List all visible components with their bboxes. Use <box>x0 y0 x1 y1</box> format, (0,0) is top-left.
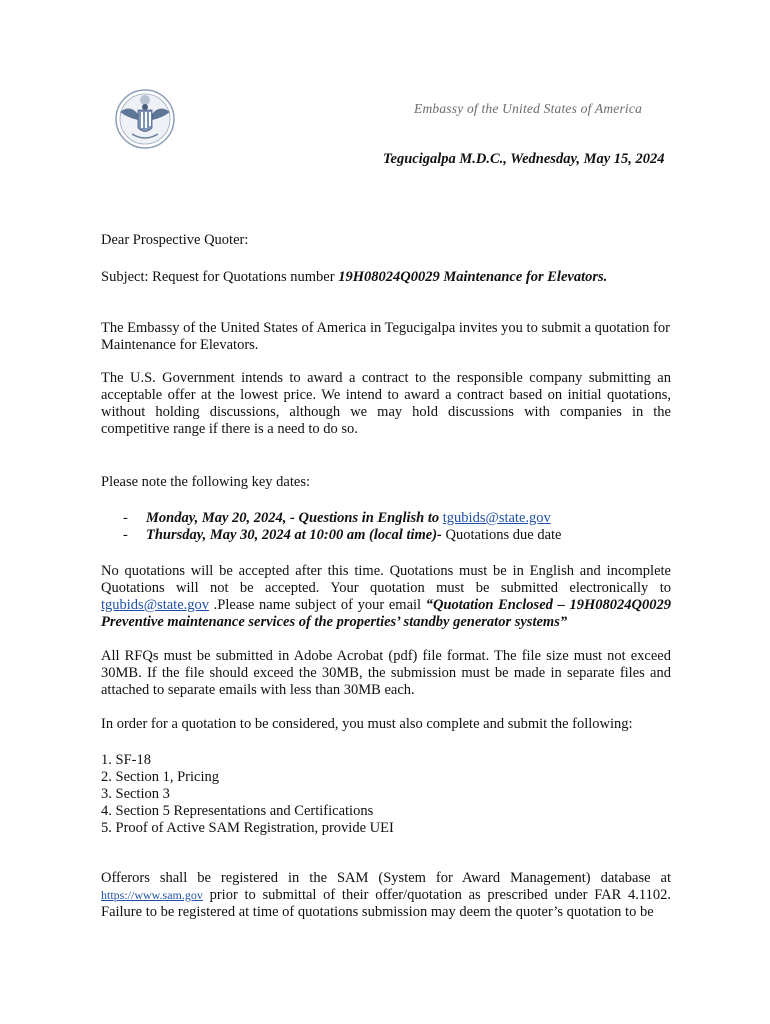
email-subject-text: “Quotation Enclosed – 19H08024Q0029 Preventive maintenance services of the properties’ standby generator systems” <box>101 597 671 630</box>
invitation-paragraph: The Embassy of the United States of America in Tegucigalpa invites you to submit a quotation for Maintenance for Elevators. <box>101 320 670 353</box>
key-dates-intro: Please note the following key dates: <box>101 474 310 490</box>
key-date-item <box>101 527 671 544</box>
sam-text-2: prior to submittal of their offer/quotation as prescribed under FAR 4.1102. Failure to be registered at time of quotations submission may deem the quoter’s quotation to be <box>101 887 671 920</box>
file-format-paragraph: All RFQs must be submitted in Adobe Acrobat (pdf) file format. The file size must not exceed 30MB. If the file should exceed the 30MB, the submission must be made in separate files and attached to separate emails with less than 30MB each. <box>101 648 671 698</box>
submission-text-2: .Please name subject of your email <box>209 597 426 613</box>
submission-text: No quotations will be accepted after this time. Quotations must be in English and incomplete Quotations will not be accepted. Your quotation must be submitted electronically to <box>101 563 671 596</box>
requirement-item: 2. Section 1, Pricing <box>101 769 220 785</box>
sam-paragraph <box>101 870 671 921</box>
requirement-item: 1. SF-18 <box>101 752 151 768</box>
requirement-item: 3. Section 3 <box>101 786 170 802</box>
requirements-list <box>101 752 671 837</box>
requirements-intro: In order for a quotation to be considered, you must also complete and submit the following: <box>101 716 633 732</box>
submission-email-link[interactable]: tgubids@state.gov <box>101 597 209 613</box>
dateline: Tegucigalpa M.D.C., Wednesday, May 15, 2024 <box>383 151 665 167</box>
questions-email-link[interactable]: tgubids@state.gov <box>442 510 551 526</box>
salutation: Dear Prospective Quoter: <box>101 232 249 248</box>
embassy-name: Embassy of the United States of America <box>414 101 643 116</box>
key-date-desc: Quotations due date <box>441 527 562 543</box>
requirement-item: 4. Section 5 Representations and Certifications <box>101 803 374 819</box>
rfq-title: 19H08024Q0029 Maintenance for Elevators. <box>338 269 608 285</box>
key-dates-list <box>101 510 671 544</box>
sam-gov-link[interactable]: https://www.sam.gov <box>101 888 203 902</box>
embassy-seal <box>112 88 178 150</box>
submission-paragraph <box>101 563 671 631</box>
key-date-item <box>101 510 671 527</box>
subject-prefix: Subject: Request for Quotations number <box>101 269 339 285</box>
key-date-label: Monday, May 20, 2024, - Questions in English to <box>146 510 443 526</box>
subject-line <box>101 269 671 286</box>
great-seal-icon <box>112 88 178 150</box>
key-date-label: Thursday, May 30, 2024 at 10:00 am (local time)- <box>146 527 442 543</box>
requirement-item: 5. Proof of Active SAM Registration, provide UEI <box>101 820 394 836</box>
award-paragraph: The U.S. Government intends to award a contract to the responsible company submitting an acceptable offer at the lowest price. We intend to award a contract based on initial quotations, without holding discussions, although we may hold discussions with companies in the competitive range if there is a need to do so. <box>101 370 671 437</box>
sam-text: Offerors shall be registered in the SAM (System for Award Management) database at <box>101 870 671 886</box>
